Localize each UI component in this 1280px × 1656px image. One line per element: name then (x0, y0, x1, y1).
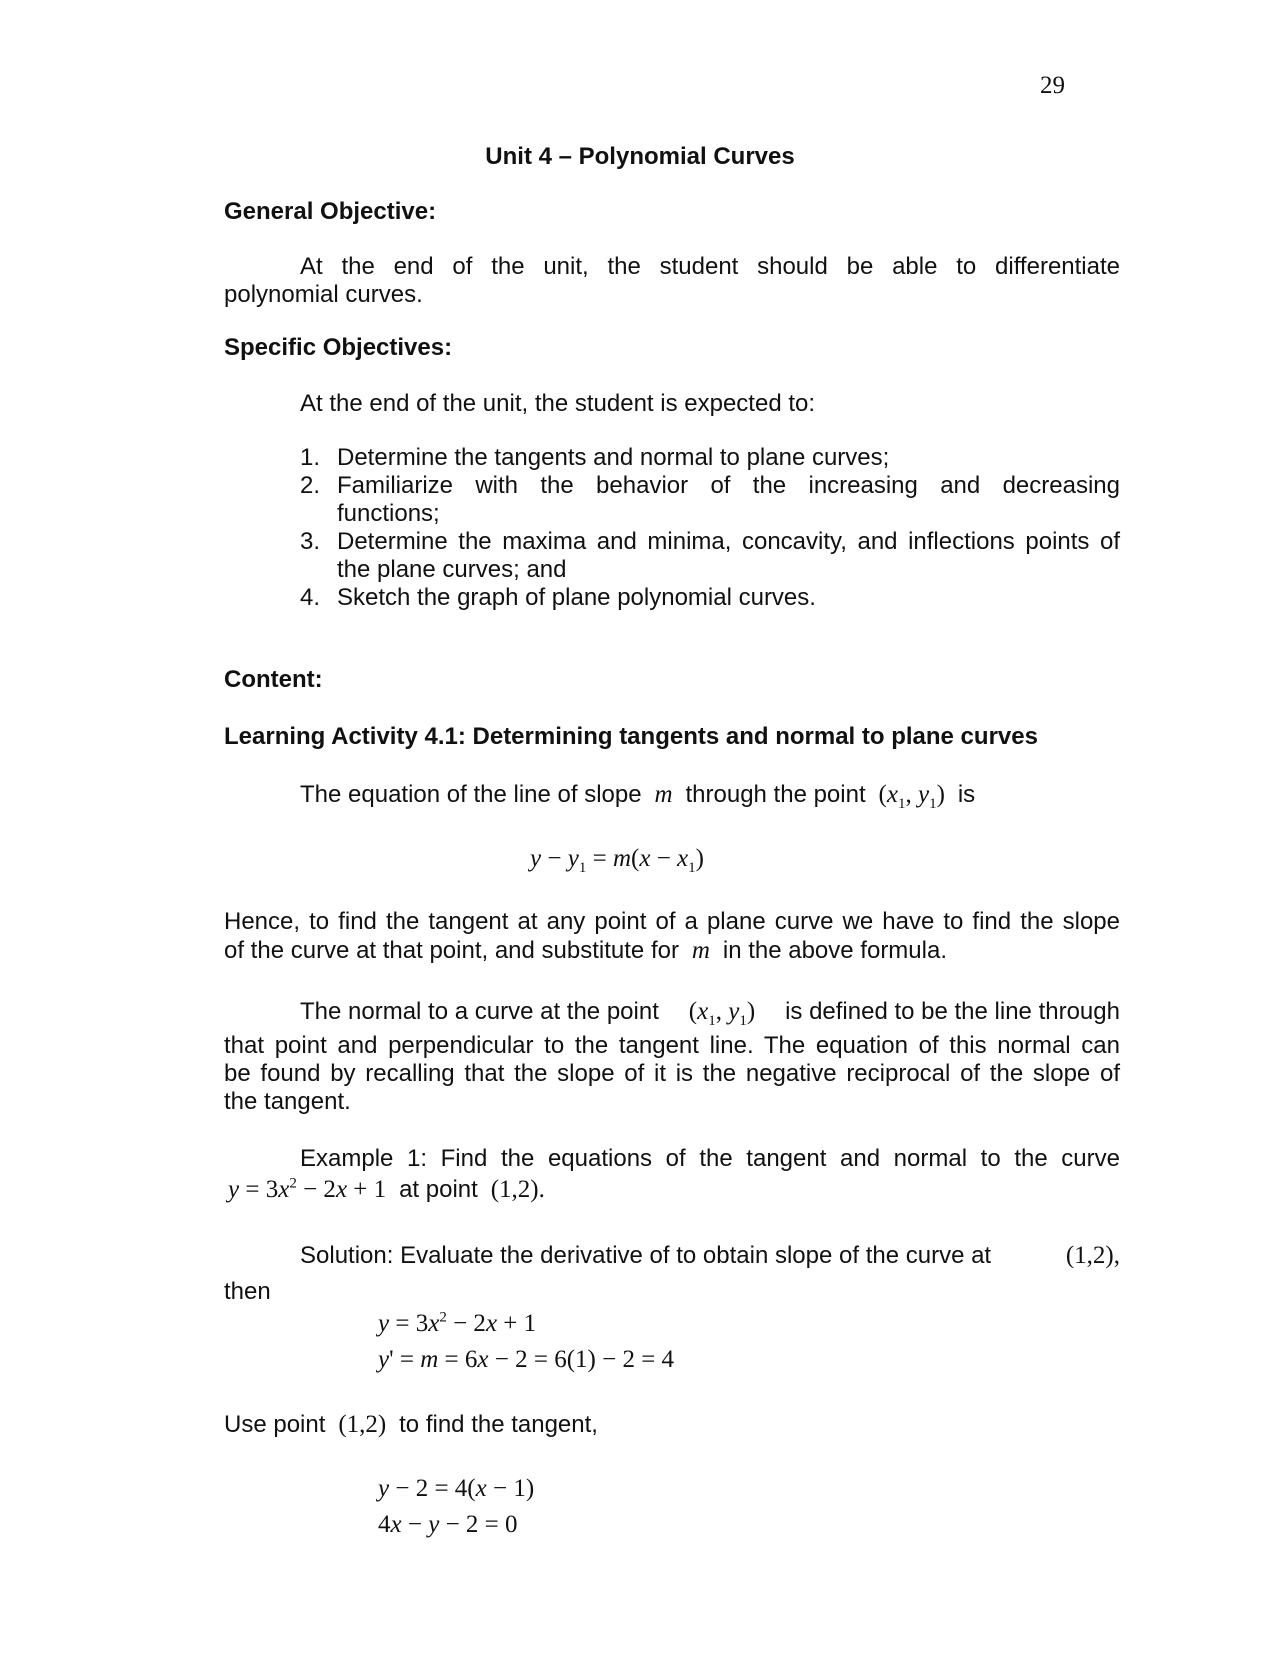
paragraph-line (224, 1410, 598, 1440)
example-line (228, 1175, 545, 1205)
list-item (300, 444, 1120, 472)
paragraph-line: the tangent. (224, 1088, 351, 1115)
paragraph-text: Solution: Evaluate the derivative of to obtain slope of the curve at (300, 1242, 992, 1269)
content-heading: Content: (224, 666, 323, 693)
solution-line: then (224, 1278, 271, 1305)
paragraph-line (224, 936, 947, 966)
paragraph-line: be found by recalling that the slope of it is the negative reciprocal of the slope of (224, 1060, 1120, 1087)
list-text: Determine the tangents and normal to plane curves; (337, 444, 890, 471)
list-number: 3. (300, 528, 321, 555)
page-title: Unit 4 – Polynomial Curves (485, 143, 795, 170)
math-point-1-2: (1,2), (1065, 1242, 1120, 1269)
example-line: Example 1: Find the equations of the tangent and normal to the curve (300, 1145, 1120, 1172)
math-m: m (648, 781, 679, 808)
equation-tangent-general: 4x − y − 2 = 0 (378, 1511, 518, 1538)
activity-heading: Learning Activity 4.1: Determining tangents and normal to plane curves (224, 723, 1038, 750)
paragraph-text: to find the tangent, (399, 1411, 598, 1438)
list-number: 4. (300, 584, 321, 611)
specific-objectives-heading: Specific Objectives: (224, 334, 453, 361)
list-item (300, 472, 1120, 528)
general-objective-line2: polynomial curves. (224, 281, 423, 308)
paragraph-text: is (957, 781, 976, 808)
list-item (300, 528, 1120, 584)
paragraph-line: Hence, to find the tangent at any point of a plane curve we have to find the slope (224, 908, 1120, 935)
specific-objectives-intro: At the end of the unit, the student is expected to: (300, 390, 816, 417)
general-objective-heading: General Objective: (224, 198, 437, 225)
solution-line (300, 1241, 1120, 1271)
list-item (300, 584, 1120, 612)
general-objective-line1: At the end of the unit, the student should be able to differentiate (300, 253, 1120, 280)
paragraph-line: that point and perpendicular to the tangent line. The equation of this normal can (224, 1032, 1120, 1059)
paragraph-text: The normal to a curve at the point (300, 998, 659, 1025)
paragraph-text: through the point (685, 781, 866, 808)
paragraph-text: is defined to be the line through (785, 998, 1120, 1025)
paragraph-text: The equation of the line of slope (300, 781, 642, 808)
page-number: 29 (1040, 72, 1065, 99)
list-text: functions; (337, 500, 440, 527)
paragraph-line-slope (300, 780, 975, 810)
math-point-1-2: (1,2). (484, 1176, 545, 1203)
list-text: the plane curves; and (337, 556, 567, 583)
equation-point-slope: $y - y_1 = m(x - x_1)$ (530, 845, 704, 876)
list-text: Determine the maxima and minima, concavity, and inflections points of (337, 528, 1120, 555)
list-text: Familiarize with the behavior of the increasing and decreasing (337, 472, 1120, 499)
paragraph-text: in the above formula. (722, 937, 947, 964)
math-point-1-2: (1,2) (332, 1411, 393, 1438)
paragraph-text: of the curve at that point, and substitute for (224, 937, 679, 964)
list-number: 1. (300, 444, 321, 471)
list-number: 2. (300, 472, 321, 499)
equation-curve: $y = 3x^2 - 2x + 1$ (378, 1309, 537, 1337)
paragraph-text: Use point (224, 1411, 326, 1438)
math-curve-equation: $y = 3x^2 - 2x + 1$ (228, 1175, 393, 1203)
paragraph-text: at point (399, 1176, 478, 1203)
math-m: m (685, 937, 717, 964)
equation-tangent-point-slope: y − 2 = 4(x − 1) (378, 1475, 535, 1502)
list-text: Sketch the graph of plane polynomial curves. (337, 584, 816, 611)
paragraph-line (300, 997, 1120, 1027)
equation-derivative: y' = m = 6x − 2 = 6(1) − 2 = 4 (378, 1346, 675, 1373)
math-point-x1-y1: ($x_1$, $y_1$) (688, 998, 756, 1029)
math-point-x1-y1: ($x_1$, $y_1$) (872, 781, 952, 812)
